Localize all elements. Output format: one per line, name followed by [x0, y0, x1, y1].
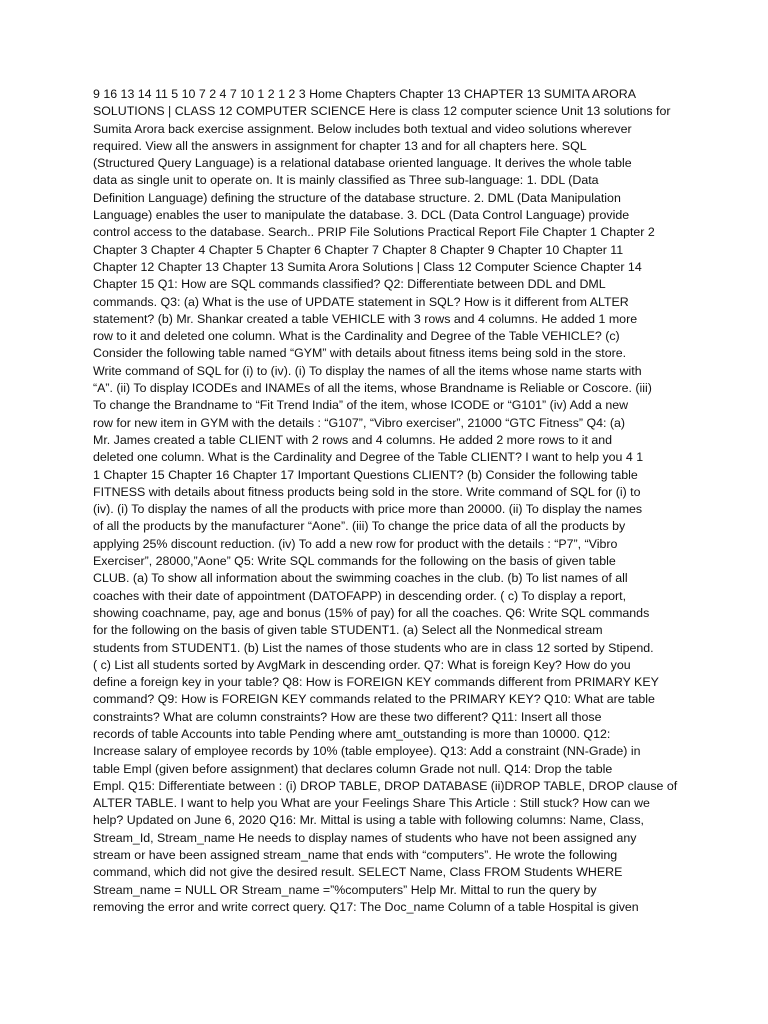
- text-line: define a foreign key in your table? Q8: How is FOREIGN KEY commands different from PRIMARY KEY: [93, 675, 659, 690]
- text-line: Consider the following table named “GYM” with details about fitness items being sold in the store.: [93, 346, 627, 361]
- text-line: command? Q9: How is FOREIGN KEY commands related to the PRIMARY KEY? Q10: What are table: [93, 692, 655, 707]
- text-line: command, which did not give the desired result. SELECT Name, Class FROM Students WHERE: [93, 865, 623, 880]
- text-line: FITNESS with details about fitness products being sold in the store. Write command of SQL for (i) to: [93, 484, 641, 499]
- text-line: To change the Brandname to “Fit Trend India” of the item, whose ICODE or “G101” (iv) Add a new: [93, 398, 629, 413]
- text-line: Sumita Arora back exercise assignment. Below includes both textual and video solutions wherever: [93, 121, 632, 136]
- text-line: deleted one column. What is the Cardinality and Degree of the Table CLIENT? I want to help you 4 1: [93, 450, 644, 465]
- text-line: of all the products by the manufacturer “Aone”. (iii) To change the price data of all the products by: [93, 519, 626, 534]
- text-line: 9 16 13 14 11 5 10 7 2 4 7 10 1 2 1 2 3 Home Chapters Chapter 13 CHAPTER 13 SUMITA ARORA: [93, 87, 636, 101]
- text-line: required. View all the answers in assignment for chapter 13 and for all chapters here. SQL: [93, 138, 587, 153]
- text-line: Stream_name = NULL OR Stream_name =”%computers” Help Mr. Mittal to run the query by: [93, 882, 597, 897]
- text-line: Stream_Id, Stream_name He needs to display names of students who have not been assigned any: [93, 830, 637, 845]
- text-line: row for new item in GYM with the details : “G107”, “Vibro exerciser”, 21000 “GTC Fitness” Q4: (a): [93, 415, 626, 430]
- text-line: removing the error and write correct query. Q17: The Doc_name Column of a table Hospital is given: [93, 899, 639, 914]
- text-line: control access to the database. Search.. PRIP File Solutions Practical Report File Chapter 1 Chapter 2: [93, 225, 655, 240]
- document-body-text: [93, 86, 678, 916]
- text-line: stream or have been assigned stream_name that ends with “computers”. He wrote the following: [93, 848, 618, 863]
- text-line: 1 Chapter 15 Chapter 16 Chapter 17 Important Questions CLIENT? (b) Consider the following table: [93, 467, 638, 482]
- text-line: students from STUDENT1. (b) List the names of those students who are in class 12 sorted by Stipend.: [93, 640, 654, 655]
- text-line: data as single unit to operate on. It is mainly classified as Three sub-language: 1. DDL (Data: [93, 173, 599, 188]
- text-line: for the following on the basis of given table STUDENT1. (a) Select all the Nonmedical stream: [93, 623, 603, 638]
- text-line: Chapter 12 Chapter 13 Chapter 13 Sumita Arora Solutions | Class 12 Computer Science Chapter 14: [93, 259, 642, 274]
- text-line: table Empl (given before assignment) that declares column Grade not null. Q14: Drop the table: [93, 761, 613, 776]
- text-line: Chapter 15 Q1: How are SQL commands classified? Q2: Differentiate between DDL and DML: [93, 277, 606, 292]
- text-line: “A”. (ii) To display ICODEs and INAMEs of all the items, whose Brandname is Reliable or Coscore. (iii): [93, 381, 652, 396]
- text-line: Language) enables the user to manipulate the database. 3. DCL (Data Control Language) provide: [93, 208, 630, 223]
- text-line: ALTER TABLE. I want to help you What are your Feelings Share This Article : Still stuck? How can we: [93, 796, 650, 811]
- text-line: help? Updated on June 6, 2020 Q16: Mr. Mittal is using a table with following columns: Name, Class,: [93, 813, 644, 828]
- text-line: statement? (b) Mr. Shankar created a table VEHICLE with 3 rows and 4 columns. He added 1 more: [93, 311, 638, 326]
- text-line: Chapter 3 Chapter 4 Chapter 5 Chapter 6 Chapter 7 Chapter 8 Chapter 9 Chapter 10 Chapter 11: [93, 242, 624, 257]
- text-line: coaches with their date of appointment (DATOFAPP) in descending order. ( c) To display a report,: [93, 588, 627, 603]
- text-line: Write command of SQL for (i) to (iv). (i) To display the names of all the items whose name starts with: [93, 363, 642, 378]
- text-line: Empl. Q15: Differentiate between : (i) DROP TABLE, DROP DATABASE (ii)DROP TABLE, DROP clause of: [93, 778, 678, 793]
- text-line: records of table Accounts into table Pending where amt_outstanding is more than 10000. Q12:: [93, 726, 611, 741]
- text-line: Definition Language) defining the structure of the database structure. 2. DML (Data Manipulation: [93, 190, 621, 205]
- text-line: (Structured Query Language) is a relational database oriented language. It derives the whole table: [93, 156, 632, 171]
- text-line: showing coachname, pay, age and bonus (15% of pay) for all the coaches. Q6: Write SQL commands: [93, 605, 650, 620]
- text-line: Exerciser”, 28000,”Aone” Q5: Write SQL commands for the following on the basis of given table: [93, 554, 616, 569]
- text-line: row to it and deleted one column. What is the Cardinality and Degree of the Table VEHICLE? (c): [93, 329, 620, 344]
- text-line: Increase salary of employee records by 10% (table employee). Q13: Add a constraint (NN-Grade) in: [93, 744, 641, 759]
- text-line: SOLUTIONS | CLASS 12 COMPUTER SCIENCE Here is class 12 computer science Unit 13 solutions for: [93, 104, 671, 119]
- text-line: constraints? What are column constraints? How are these two different? Q11: Insert all those: [93, 709, 602, 724]
- text-line: Mr. James created a table CLIENT with 2 rows and 4 columns. He added 2 more rows to it and: [93, 432, 613, 447]
- text-line: ( c) List all students sorted by AvgMark in descending order. Q7: What is foreign Key? How do you: [93, 657, 631, 672]
- text-line: commands. Q3: (a) What is the use of UPDATE statement in SQL? How is it different from ALTER: [93, 294, 629, 309]
- text-line: CLUB. (a) To show all information about the swimming coaches in the club. (b) To list names of all: [93, 571, 628, 586]
- text-line: applying 25% discount reduction. (iv) To add a new row for product with the details : “P7”, “Vibro: [93, 536, 618, 551]
- text-line: (iv). (i) To display the names of all the products with price more than 20000. (ii) To display the names: [93, 502, 643, 517]
